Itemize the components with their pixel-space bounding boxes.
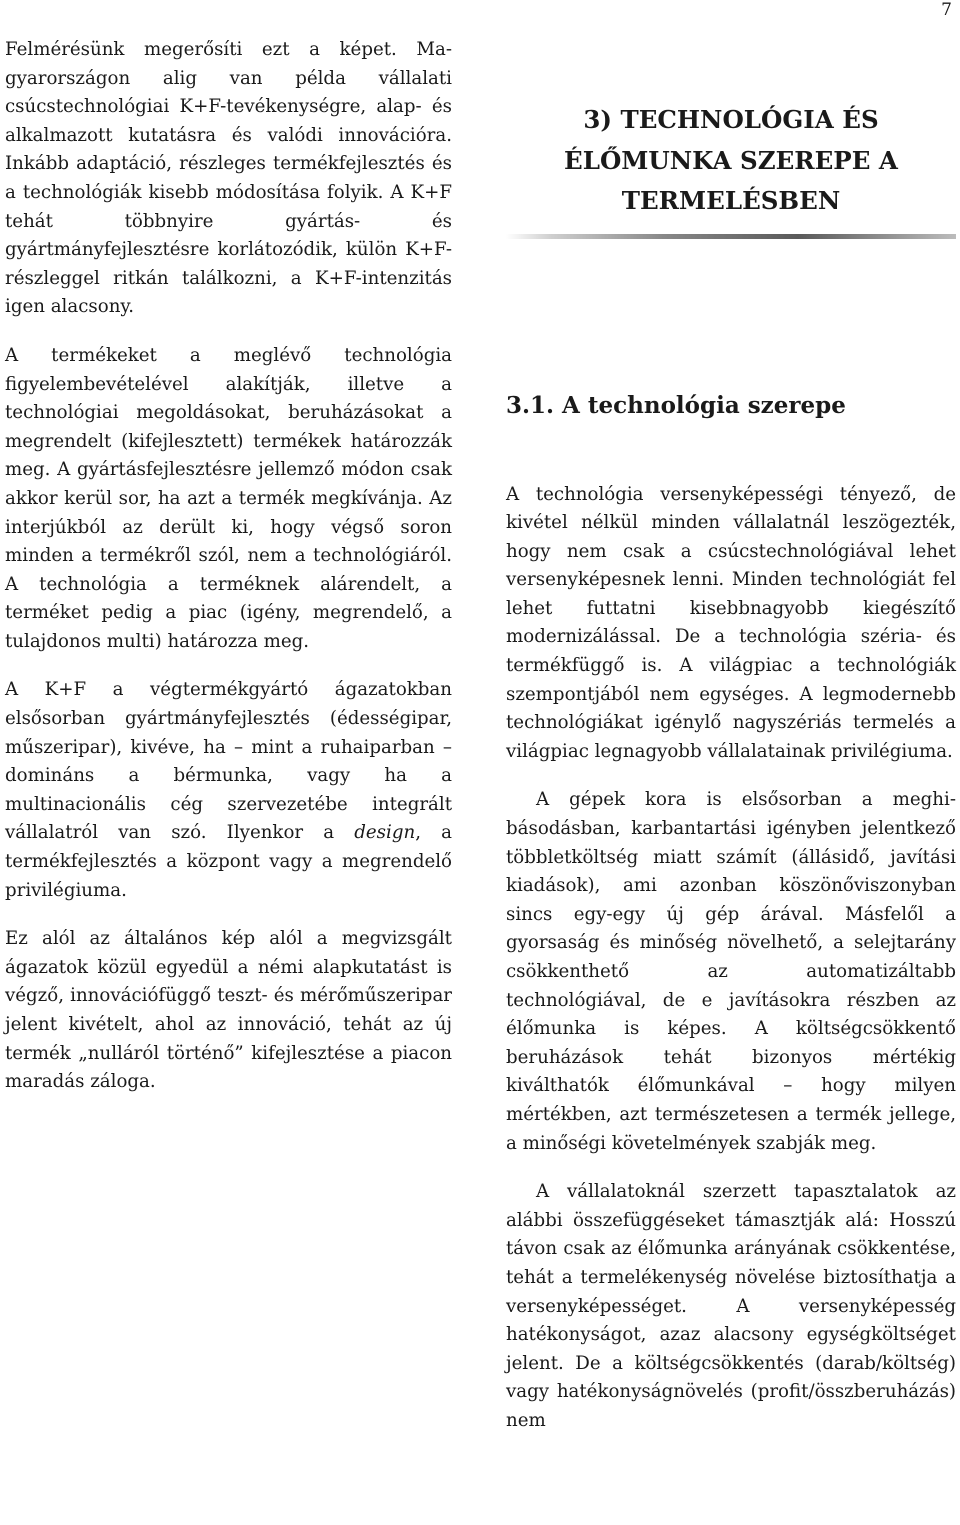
section-title: 3.1. A technológia szerepe — [506, 391, 846, 419]
paragraph-company-experience: A vállalatoknál szerzett tapasztalatok az alábbi összefüggéseket támasztják alá: Hosszú távon csak az élőmunka arányának csökkentése, tehát a termelékenység növelése biztosíthatja a versenyképességet. A versenyképesség hatékonyságot, azaz alacsony egységköltséget jelent. De a költségcsökkentés (darab/költség) vagy hatékonyságnövelés (profit/összberuházás) nem — [506, 1181, 956, 1431]
design-term: design — [354, 822, 416, 844]
paragraph-rd-sectors — [5, 676, 452, 905]
page-number: 7 — [941, 0, 952, 20]
chapter-title-line-1: 3) TECHNOLÓGIA ÉS — [583, 105, 879, 134]
chapter-title-line-2: ÉLŐMUNKA SZEREPE A — [564, 145, 898, 175]
chapter-title-line-3: TERMELÉSBEN — [621, 186, 841, 215]
right-column — [506, 100, 956, 1456]
left-column — [5, 36, 452, 1117]
paragraph-rd-sectors-text-end: , a termékfejlesztés a központ vagy a megrendelő privilégiuma. — [5, 822, 452, 901]
chapter-divider — [506, 234, 956, 239]
paragraph-rd-sectors-text: A K+F a végtermékgyártó ágazatokban elsősorban gyártmányfejlesztés (édességipar, műszeripar), kivéve, ha – mint a ruhaiparban – domináns a bérmunka, vagy ha a multinacionális cég szervezetébe integrált vállalatról van szó. Ilyenkor a — [5, 679, 452, 844]
paragraph-survey: Felmérésünk megerősíti ezt a képet. Magyarországon alig van példa vállalati csúcstechnológiai K+F-tevékenységre, alap- és alkalmazott kutatásra és valódi innovációra. Inkább adaptáció, részleges termékfejlesztés és a technológiák kisebb módosítása folyik. A K+F tehát többnyire gyártás- és gyártmányfejlesztésre korlátozódik, külön K+F-részleggel ritkán találkozni, a K+F-intenzitás igen alacsony. — [5, 39, 452, 318]
paragraph-technology-competitiveness: A technológia versenyképességi tényező, de kivétel nélkül minden vállalatnál leszögezték, hogy nem csak a csúcstechnológiával lehet versenyképesnek lenni. Minden technológiát fel lehet futtatni kisebbnagyobb kiegészítő modernizálással. De a technológia széria- és termékfüggő is. A világpiac a technológiák szempontjából nem egységes. A legmodernebb technológiákat igénylő nagyszériás termelés a világpiac legnagyobb vállalatainak privilégiuma. — [506, 483, 956, 762]
paragraph-exception: Ez alól az általános kép alól a megvizsgált ágazatok közül egyedül a némi alapkutatást is végző, innovációfüggő teszt- és mérőműszeripar jelent kivételt, ahol az innováció, tehát az új termék „nulláról történő” kifejlesztése a piacon maradás záloga. — [5, 928, 452, 1093]
paragraph-products-technology: A termékeket a meglévő technológia figyelembevételével alakítják, illetve a technológiai megoldásokat, beruházásokat a megrendelt (kifejlesztett) termékek határozzák meg. A gyártásfejlesztésre jellemző módon csak akkor kerül sor, ha azt a termék megkívánja. Az interjúkból az derült ki, hogy végső soron minden a termékről szól, nem a technológiáról. A technológia a terméknek alárendelt, a terméket pedig a piac (igény, megrendelő, a tulajdonos multi) határozza meg. — [5, 344, 452, 652]
chapter-title — [506, 100, 956, 234]
paragraph-machine-age: A gépek kora is elsősorban a meghibásodásban, karbantartási igényben jelentkező többletköltség miatt számít (állásidő, javítási kiadások), ami azonban köszönőviszonyban sincs egy-egy új gép árával. Másfelől a gyorsaság és minőség növelhető, a selejtarány csökkenthető az automatizáltabb technológiával, de e javításokra részben az élőmunka is képes. A költségcsökkentő beruházások tehát bizonyos mértékig kiválthatók élőmunkával – hogy milyen mértékben, azt természetesen a termék jellege, a minőségi követelmények szabják meg. — [506, 789, 956, 1154]
